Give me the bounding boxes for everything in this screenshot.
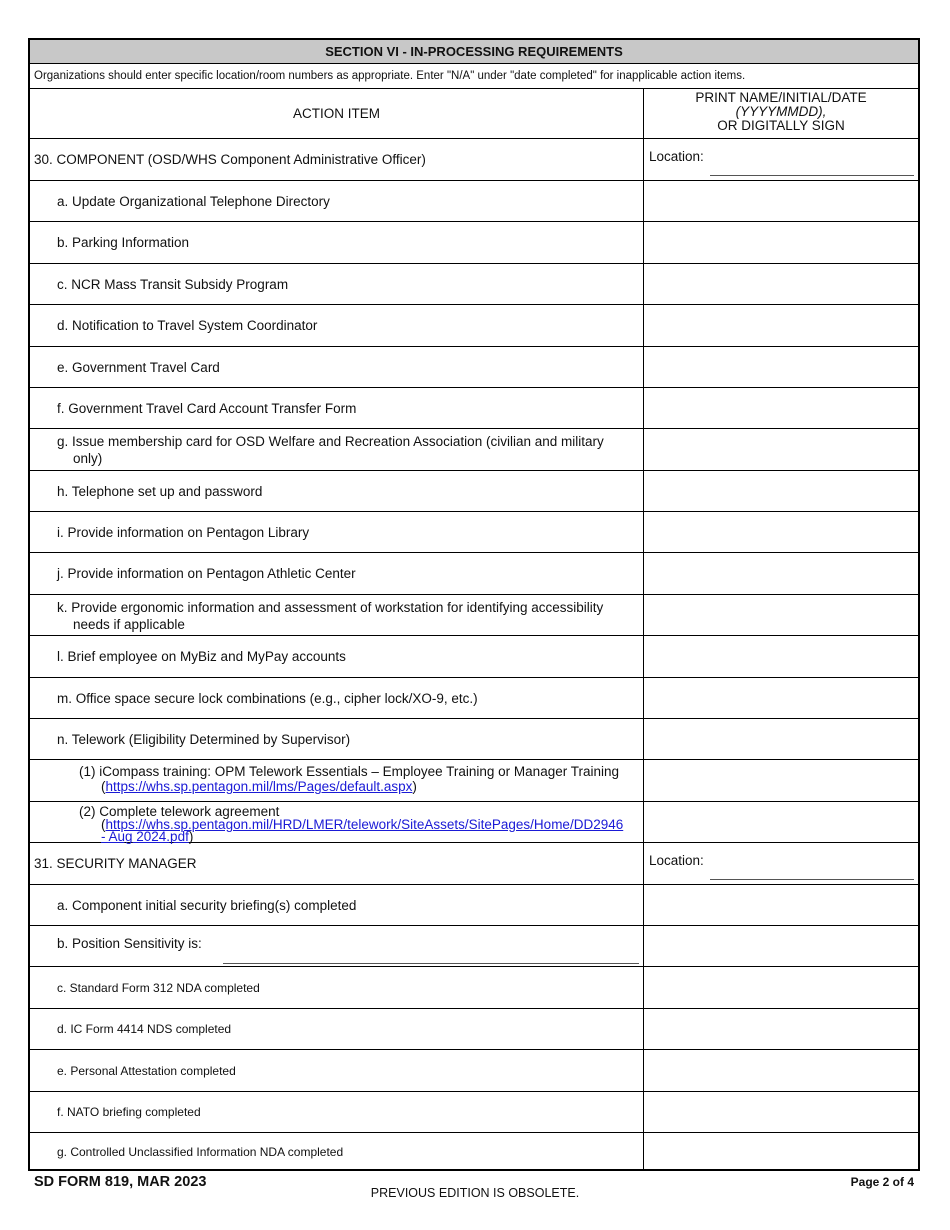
location-input-line[interactable]	[710, 879, 914, 880]
item-30-label: 30. COMPONENT (OSD/WHS Component Administrative Officer)	[34, 152, 426, 167]
table-row	[30, 678, 918, 719]
item-30-location[interactable]	[644, 139, 918, 180]
action-item-header: ACTION ITEM	[293, 106, 380, 121]
table-row	[30, 305, 918, 347]
item-l-label: l. Brief employee on MyBiz and MyPay accounts	[57, 649, 346, 664]
table-row	[30, 636, 918, 678]
telework-agreement-link-part2[interactable]: - Aug 2024.pdf	[101, 829, 189, 844]
signature-field[interactable]	[644, 802, 918, 842]
in-processing-form	[28, 38, 920, 1171]
table-row	[30, 347, 918, 388]
item-i-label: i. Provide information on Pentagon Library	[57, 524, 310, 540]
item-31-row	[30, 843, 918, 885]
item-h-label: h. Telephone set up and password	[57, 483, 263, 499]
table-row	[30, 222, 918, 264]
item-g-label	[30, 429, 643, 467]
signature-field[interactable]	[644, 181, 918, 221]
table-row	[30, 264, 918, 305]
item-e-label: e. Government Travel Card	[57, 359, 220, 375]
table-row	[30, 429, 918, 471]
signature-field[interactable]	[644, 429, 918, 470]
signature-field[interactable]	[644, 595, 918, 635]
item-n2-label: (2) Complete telework agreement (https://whs.sp.pentagon.mil/HRD/LMER/telework/SiteAssets/SitePages/Home/DD2946 - Aug 2024.pdf)	[79, 804, 624, 844]
security-e-label: e. Personal Attestation completed	[57, 1063, 236, 1078]
table-row	[30, 512, 918, 553]
signature-field[interactable]	[644, 926, 918, 966]
signature-field[interactable]	[644, 967, 918, 1008]
table-row	[30, 595, 918, 636]
signature-field[interactable]	[644, 885, 918, 925]
security-c-label: c. Standard Form 312 NDA completed	[57, 980, 260, 995]
item-31-label: 31. SECURITY MANAGER	[34, 856, 197, 871]
location-input-line[interactable]	[710, 175, 914, 176]
signature-field[interactable]	[644, 1133, 918, 1171]
item-m-label: m. Office space secure lock combinations (e.g., cipher lock/XO-9, etc.)	[57, 690, 478, 706]
table-row	[30, 760, 918, 802]
signature-field[interactable]	[644, 264, 918, 304]
table-row	[30, 1050, 918, 1092]
item-g-line2: only)	[73, 451, 103, 466]
signature-field[interactable]	[644, 1092, 918, 1132]
signature-field[interactable]	[644, 760, 918, 801]
signature-header	[644, 89, 918, 138]
signature-field[interactable]	[644, 347, 918, 387]
item-c-label: c. NCR Mass Transit Subsidy Program	[57, 276, 289, 292]
item-31-location[interactable]	[644, 843, 918, 884]
item-d-label: d. Notification to Travel System Coordinator	[57, 318, 318, 333]
security-a-label: a. Component initial security briefing(s) completed	[57, 897, 357, 913]
signature-field[interactable]	[644, 512, 918, 552]
sign-header-line1: PRINT NAME/INITIAL/DATE	[695, 90, 867, 105]
table-row	[30, 388, 918, 429]
item-a-label: a. Update Organizational Telephone Directory	[57, 193, 330, 209]
signature-field[interactable]	[644, 1050, 918, 1091]
signature-field[interactable]	[644, 719, 918, 759]
table-row	[30, 802, 918, 843]
item-30-row	[30, 139, 918, 181]
telework-agreement-link-part1[interactable]: https://whs.sp.pentagon.mil/HRD/LMER/telework/SiteAssets/SitePages/Home/DD2946	[105, 817, 624, 832]
signature-field[interactable]	[644, 553, 918, 594]
icompass-link[interactable]: https://whs.sp.pentagon.mil/lms/Pages/default.aspx	[105, 779, 413, 794]
item-f-label: f. Government Travel Card Account Transfer Form	[57, 400, 357, 416]
sign-header-line2: (YYYYMMDD),	[735, 104, 827, 119]
sign-header-line3: OR DIGITALLY SIGN	[717, 118, 845, 133]
signature-field[interactable]	[644, 222, 918, 263]
instructions: Organizations should enter specific location/room numbers as appropriate. Enter "N/A" under "date completed" for inapplicable action items.	[30, 64, 918, 89]
edition-notice: PREVIOUS EDITION IS OBSOLETE.	[370, 1186, 580, 1200]
location-label: Location:	[649, 149, 704, 164]
table-row	[30, 967, 918, 1009]
item-b-label: b. Parking Information	[57, 235, 190, 250]
form-id: SD FORM 819, MAR 2023	[34, 1174, 207, 1190]
item-n1-label: (1) iCompass training: OPM Telework Essentials – Employee Training or Manager Training (https://whs.sp.pentagon.mil/lms/Pages/default.aspx)	[79, 764, 619, 794]
table-row	[30, 885, 918, 926]
table-row	[30, 553, 918, 595]
table-row	[30, 1092, 918, 1133]
table-row	[30, 719, 918, 760]
position-sensitivity-input-line[interactable]	[223, 963, 639, 964]
table-row	[30, 471, 918, 512]
signature-field[interactable]	[644, 305, 918, 346]
item-k-line1: k. Provide ergonomic information and assessment of workstation for identifying accessibility	[57, 600, 604, 615]
security-d-label: d. IC Form 4414 NDS completed	[57, 1022, 232, 1036]
table-row	[30, 181, 918, 222]
item-j-label: j. Provide information on Pentagon Athletic Center	[57, 566, 356, 581]
table-row	[30, 1009, 918, 1050]
table-header-row	[30, 89, 918, 139]
signature-field[interactable]	[644, 678, 918, 718]
security-g-label: g. Controlled Unclassified Information NDA completed	[57, 1145, 344, 1159]
item-k-line2: needs if applicable	[73, 617, 185, 632]
signature-field[interactable]	[644, 388, 918, 428]
table-row	[30, 926, 918, 967]
item-g-line1: g. Issue membership card for OSD Welfare and Recreation Association (civilian and military	[57, 434, 604, 449]
signature-field[interactable]	[644, 1009, 918, 1049]
item-k-label	[30, 595, 643, 633]
signature-field[interactable]	[644, 471, 918, 511]
item-n2-text: (2) Complete telework agreement	[79, 804, 280, 819]
security-b-label: b. Position Sensitivity is:	[57, 936, 202, 951]
security-f-label: f. NATO briefing completed	[57, 1105, 201, 1119]
signature-field[interactable]	[644, 636, 918, 677]
section-title: SECTION VI - IN-PROCESSING REQUIREMENTS	[30, 40, 918, 64]
item-n1-text: (1) iCompass training: OPM Telework Essentials – Employee Training or Manager Training	[79, 764, 619, 779]
table-row	[30, 1133, 918, 1171]
location-label: Location:	[649, 853, 704, 868]
page-number: Page 2 of 4	[850, 1175, 914, 1189]
item-n-label: n. Telework (Eligibility Determined by Supervisor)	[57, 731, 351, 747]
